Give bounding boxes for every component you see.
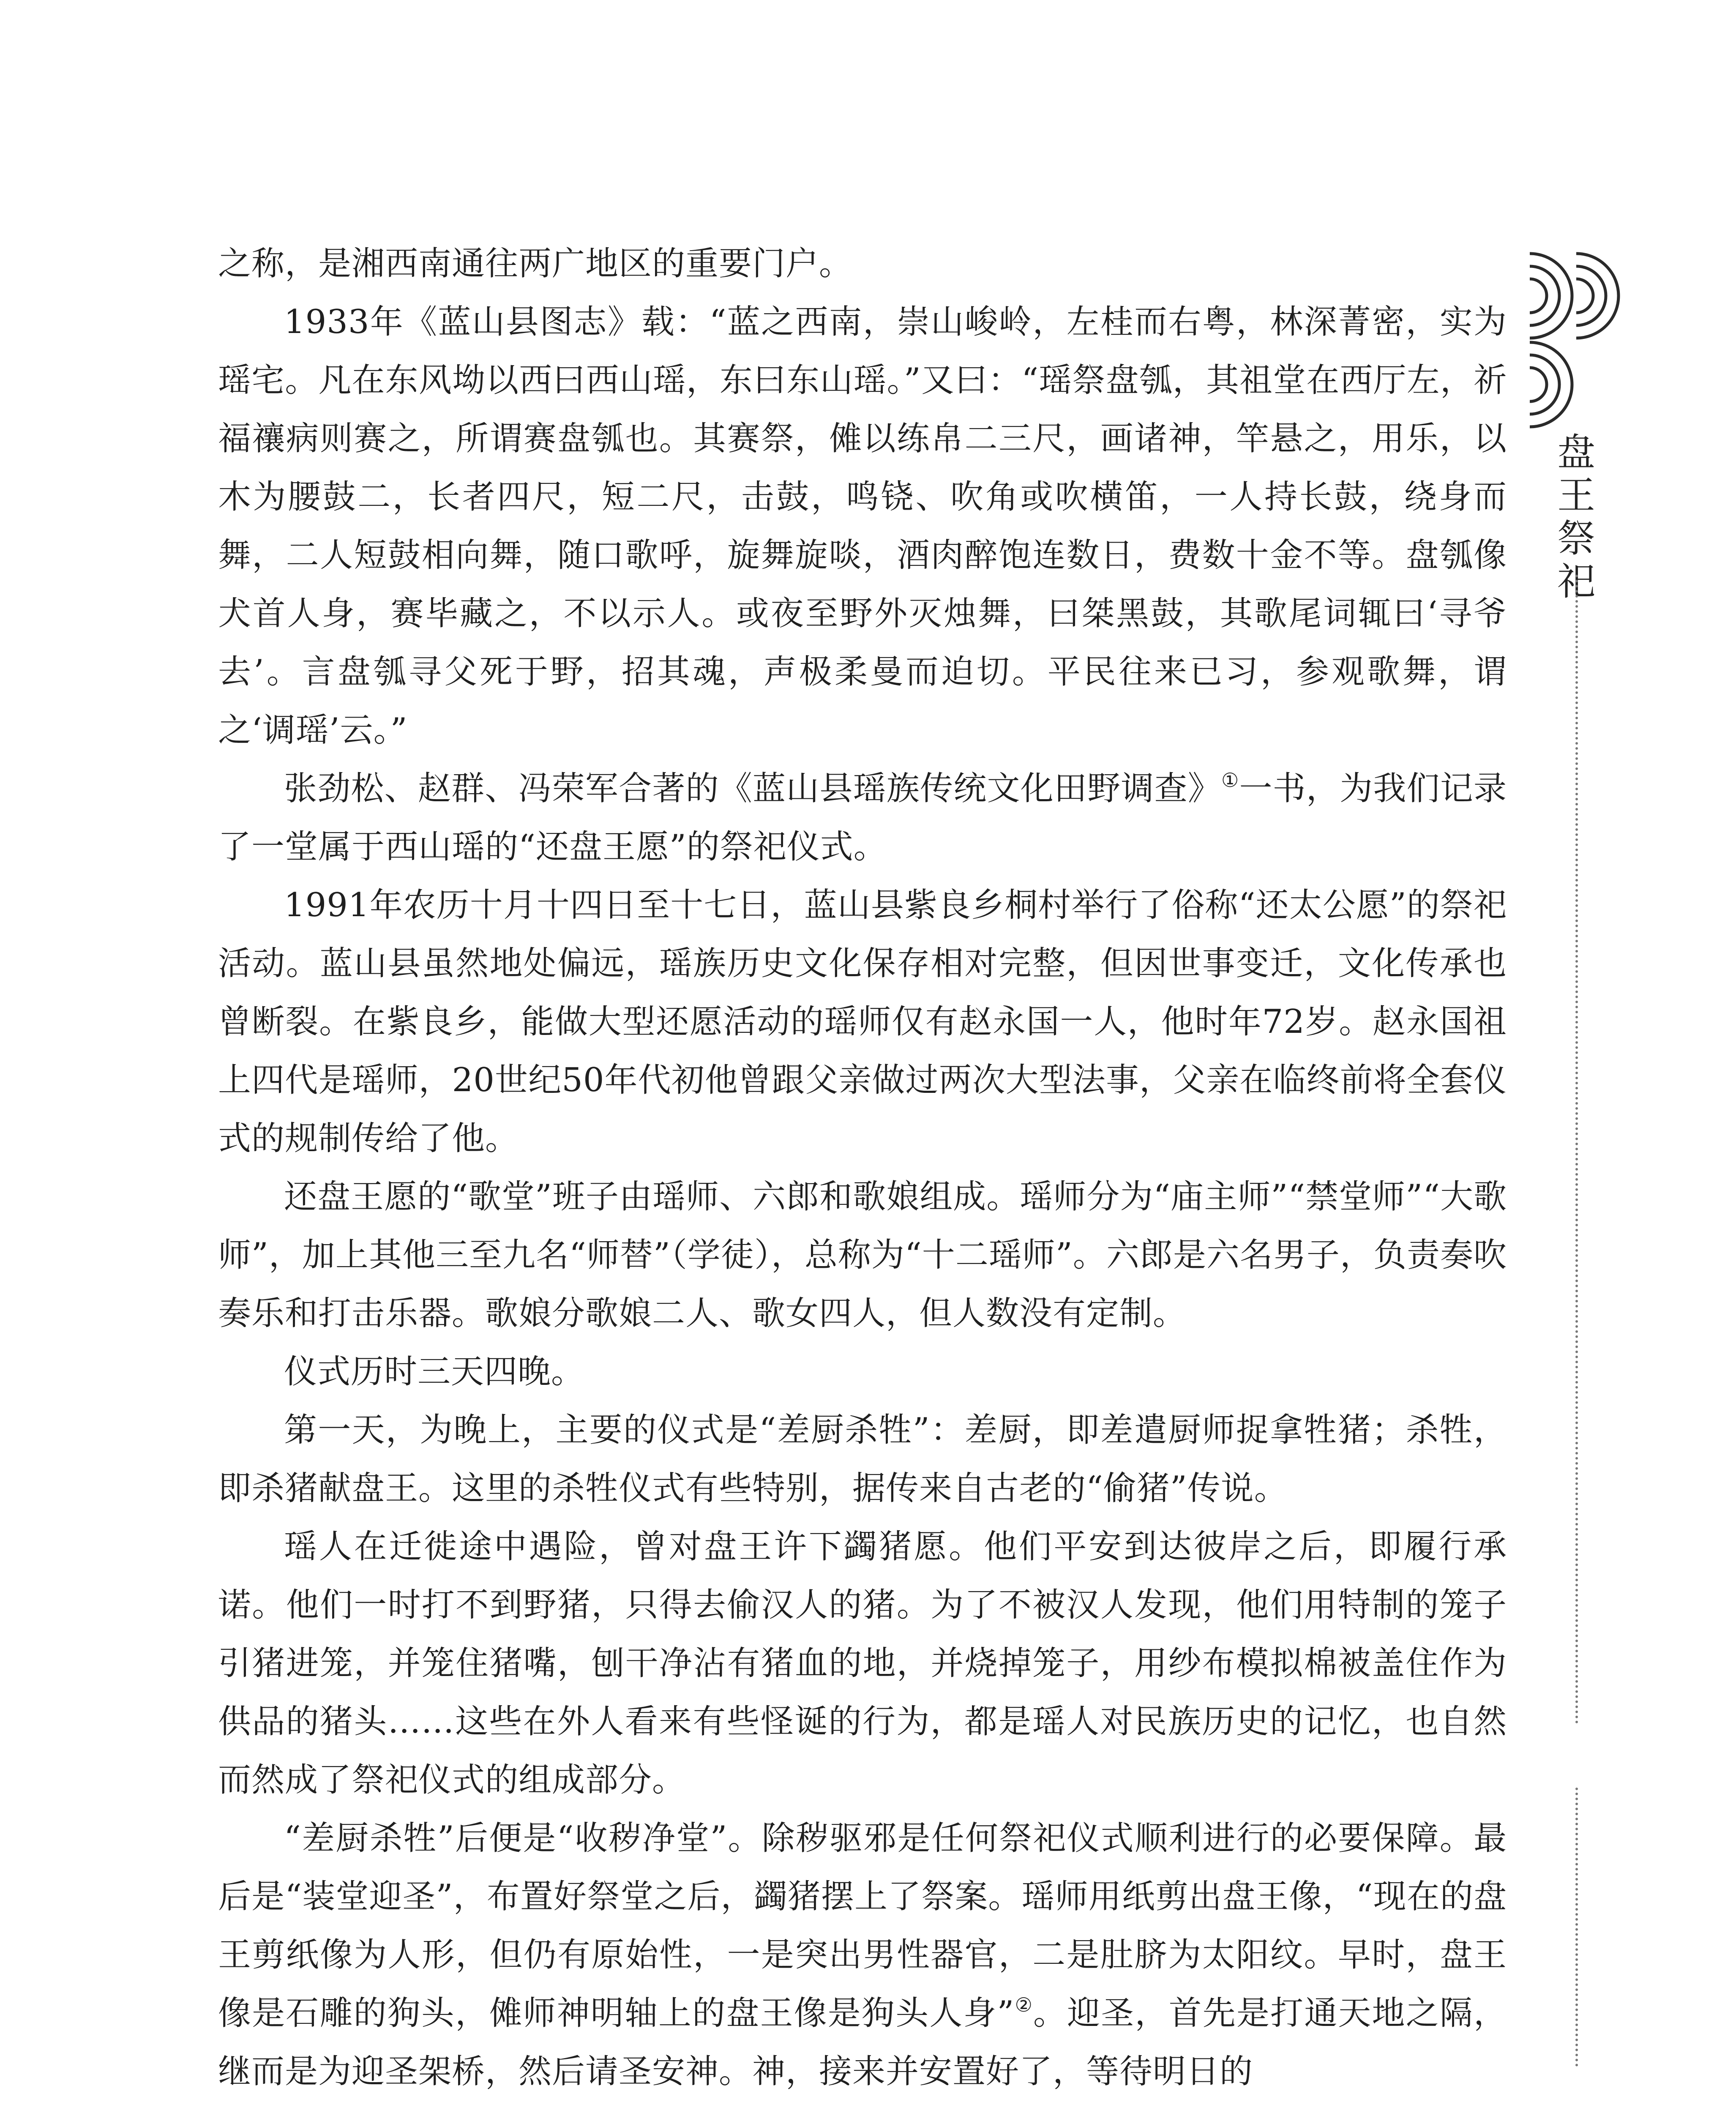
paragraph-3 bbox=[218, 759, 1507, 876]
paragraph-3-text-before: 张劲松、赵群、冯荣军合著的《蓝山县瑶族传统文化田野调查》 bbox=[284, 770, 1222, 808]
section-title-char-2: 王 bbox=[1557, 473, 1595, 518]
section-title-char-3: 祭 bbox=[1557, 516, 1595, 561]
body-text bbox=[218, 235, 1507, 2101]
margin-dotted-line bbox=[1575, 575, 1578, 1724]
footnote-ref-1[interactable]: ① bbox=[1221, 769, 1239, 792]
concentric-arcs-icon bbox=[1530, 249, 1627, 431]
paragraph-7: 第一天，为晚上，主要的仪式是“差厨杀牲”：差厨，即差遣厨师捉拿牲猪；杀牲，即杀猪献盘王。这里的杀牲仪式有些特别，据传来自古老的“偷猪”传说。 bbox=[218, 1411, 1507, 1507]
paragraph-9-text-after: 。迎圣，首先是打通天地之隔，继而是为迎圣架桥，然后请圣安神。神，接来并安置好了，等待明日的 bbox=[218, 1994, 1507, 2091]
paragraph-2: 1933年《蓝山县图志》载：“蓝之西南，崇山峻岭，左桂而右粤，林深菁密，实为瑶宅。凡在东风坳以西曰西山瑶，东曰东山瑶。”又曰：“瑶祭盘瓠，其祖堂在西厅左，祈福禳病则赛之，所谓赛盘瓠也。其赛祭，傩以练帛二三尺，画诸神，竿悬之，用乐，以木为腰鼓二，长者四尺，短二尺，击鼓，鸣铙、吹角或吹横笛，一人持长鼓，绕身而舞，二人短鼓相向舞，随口歌呼，旋舞旋啖，酒肉醉饱连数日，费数十金不等。盘瓠像犬首人身，赛毕藏之，不以示人。或夜至野外灭烛舞，曰桀黑鼓，其歌尾词辄曰‘寻爷去’。言盘瓠寻父死于野，招其魂，声极柔曼而迫切。平民往来已习，参观歌舞，谓之‘调瑶’云。” bbox=[218, 303, 1507, 749]
paragraph-8: 瑶人在迁徙途中遇险，曾对盘王许下蠲猪愿。他们平安到达彼岸之后，即履行承诺。他们一时打不到野猪，只得去偷汉人的猪。为了不被汉人发现，他们用特制的笼子引猪进笼，并笼住猪嘴，刨干净沾有猪血的地，并烧掉笼子，用纱布模拟棉被盖住作为供品的猪头……这些在外人看来有些怪诞的行为，都是瑶人对民族历史的记忆，也自然而然成了祭祀仪式的组成部分。 bbox=[218, 1528, 1507, 1799]
margin-dotted-line-lower bbox=[1575, 1788, 1578, 2067]
paragraph-1: 之称，是湘西南通往两广地区的重要门户。 bbox=[218, 245, 853, 283]
paragraph-9-text-before: “差厨杀牲”后便是“收秽净堂”。除秽驱邪是任何祭祀仪式顺利进行的必要保障。最后是“装堂迎圣”，布置好祭堂之后，蠲猪摆上了祭案。瑶师用纸剪出盘王像，“现在的盘王剪纸像为人形，但仍有原始性，一是突出男性器官，二是肚脐为太阳纹。早时，盘王像是石雕的狗头，傩师神明轴上的盘王像是狗头人身” bbox=[218, 1819, 1507, 2032]
paragraph-5: 还盘王愿的“歌堂”班子由瑶师、六郎和歌娘组成。瑶师分为“庙主师”“禁堂师”“大歌师”，加上其他三至九名“师替”（学徒），总称为“十二瑶师”。六郎是六名男子，负责奏吹奏乐和打击乐器。歌娘分歌娘二人、歌女四人，但人数没有定制。 bbox=[218, 1178, 1507, 1332]
section-title-char-1: 盘 bbox=[1557, 430, 1595, 475]
footnote-ref-2[interactable]: ② bbox=[1014, 1993, 1033, 2016]
paragraph-6: 仪式历时三天四晚。 bbox=[284, 1353, 585, 1391]
section-title-char-4: 祀 bbox=[1557, 560, 1595, 604]
paragraph-9 bbox=[218, 1809, 1507, 2101]
paragraph-3-text-after: 一书，为我们记录了一堂属于西山瑶的“还盘王愿”的祭祀仪式。 bbox=[218, 770, 1507, 866]
paragraph-4: 1991年农历十月十四日至十七日，蓝山县紫良乡桐村举行了俗称“还太公愿”的祭祀活动。蓝山县虽然地处偏远，瑶族历史文化保存相对完整，但因世事变迁，文化传承也曾断裂。在紫良乡，能做大型还愿活动的瑶师仅有赵永国一人，他时年72岁。赵永国祖上四代是瑶师，20世纪50年代初他曾跟父亲做过两次大型法事，父亲在临终前将全套仪式的规制传给了他。 bbox=[218, 886, 1507, 1158]
